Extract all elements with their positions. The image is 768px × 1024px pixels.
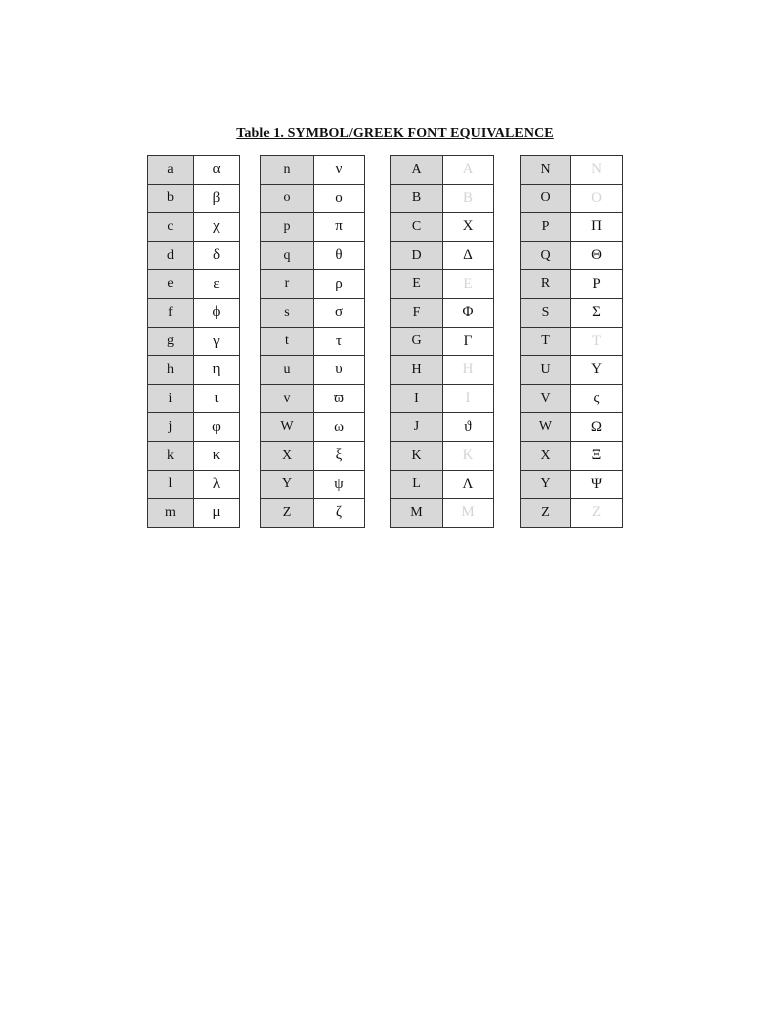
table-row (148, 241, 240, 270)
greek-symbol-cell: π (314, 213, 365, 242)
greek-symbol-cell: α (194, 156, 240, 185)
table-row (261, 441, 365, 470)
latin-letter-cell: S (521, 298, 571, 327)
greek-symbol-cell: ο (314, 184, 365, 213)
greek-symbol-cell: Ψ (571, 470, 623, 499)
equivalence-table-4 (520, 155, 623, 528)
greek-symbol-cell: δ (194, 241, 240, 270)
equivalence-table-3 (390, 155, 494, 528)
latin-letter-cell: B (391, 184, 443, 213)
latin-letter-cell: P (521, 213, 571, 242)
table-row (261, 184, 365, 213)
latin-letter-cell: m (148, 499, 194, 528)
latin-letter-cell: a (148, 156, 194, 185)
table-row (521, 441, 623, 470)
table-row (521, 384, 623, 413)
table-row (148, 327, 240, 356)
table-row (261, 384, 365, 413)
latin-letter-cell: C (391, 213, 443, 242)
table-row (521, 413, 623, 442)
latin-letter-cell: b (148, 184, 194, 213)
greek-symbol-cell: Υ (571, 356, 623, 385)
latin-letter-cell: Z (261, 499, 314, 528)
table-row (261, 499, 365, 528)
table-row (261, 298, 365, 327)
table-row (391, 499, 494, 528)
latin-letter-cell: X (521, 441, 571, 470)
greek-symbol-cell: O (571, 184, 623, 213)
latin-letter-cell: Y (261, 470, 314, 499)
latin-letter-cell: s (261, 298, 314, 327)
table-row (391, 327, 494, 356)
latin-letter-cell: E (391, 270, 443, 299)
greek-symbol-cell: ε (194, 270, 240, 299)
table-row (148, 213, 240, 242)
table-row (148, 298, 240, 327)
greek-symbol-cell: Ξ (571, 441, 623, 470)
greek-symbol-cell: φ (194, 413, 240, 442)
greek-symbol-cell: υ (314, 356, 365, 385)
greek-symbol-cell: A (443, 156, 494, 185)
latin-letter-cell: n (261, 156, 314, 185)
table-row (521, 356, 623, 385)
greek-symbol-cell: τ (314, 327, 365, 356)
latin-letter-cell: H (391, 356, 443, 385)
greek-symbol-cell: Θ (571, 241, 623, 270)
greek-symbol-cell: ζ (314, 499, 365, 528)
greek-symbol-cell: ϕ (194, 298, 240, 327)
latin-letter-cell: N (521, 156, 571, 185)
greek-symbol-cell: β (194, 184, 240, 213)
table-row (261, 327, 365, 356)
latin-letter-cell: h (148, 356, 194, 385)
table-row (521, 270, 623, 299)
latin-letter-cell: J (391, 413, 443, 442)
greek-symbol-cell: Ω (571, 413, 623, 442)
latin-letter-cell: I (391, 384, 443, 413)
table-row (148, 441, 240, 470)
latin-letter-cell: r (261, 270, 314, 299)
greek-symbol-cell: T (571, 327, 623, 356)
greek-symbol-cell: κ (194, 441, 240, 470)
greek-symbol-cell: μ (194, 499, 240, 528)
table-row (148, 413, 240, 442)
table-title: Table 1. SYMBOL/GREEK FONT EQUIVALENCE (236, 126, 554, 141)
table-row (391, 184, 494, 213)
table-row (391, 213, 494, 242)
greek-symbol-cell: Ρ (571, 270, 623, 299)
greek-symbol-cell: E (443, 270, 494, 299)
latin-letter-cell: d (148, 241, 194, 270)
greek-symbol-cell: Δ (443, 241, 494, 270)
greek-symbol-cell: B (443, 184, 494, 213)
latin-letter-cell: L (391, 470, 443, 499)
latin-letter-cell: X (261, 441, 314, 470)
latin-letter-cell: Z (521, 499, 571, 528)
latin-letter-cell: M (391, 499, 443, 528)
latin-letter-cell: v (261, 384, 314, 413)
greek-symbol-cell: ϖ (314, 384, 365, 413)
latin-letter-cell: u (261, 356, 314, 385)
table-row (521, 241, 623, 270)
table-row (391, 470, 494, 499)
greek-symbol-cell: ξ (314, 441, 365, 470)
latin-letter-cell: p (261, 213, 314, 242)
table-row (391, 384, 494, 413)
latin-letter-cell: F (391, 298, 443, 327)
greek-symbol-cell: η (194, 356, 240, 385)
table-row (391, 270, 494, 299)
table-row (391, 241, 494, 270)
table-row (261, 470, 365, 499)
table-row (148, 470, 240, 499)
table-row (521, 470, 623, 499)
equivalence-table-2 (260, 155, 365, 528)
latin-letter-cell: W (261, 413, 314, 442)
table-row (148, 270, 240, 299)
greek-symbol-cell: Λ (443, 470, 494, 499)
latin-letter-cell: R (521, 270, 571, 299)
table-row (521, 298, 623, 327)
latin-letter-cell: o (261, 184, 314, 213)
table-row (391, 356, 494, 385)
greek-symbol-cell: Χ (443, 213, 494, 242)
table-row (521, 156, 623, 185)
table-row (391, 156, 494, 185)
greek-symbol-cell: σ (314, 298, 365, 327)
table-row (261, 241, 365, 270)
latin-letter-cell: D (391, 241, 443, 270)
greek-symbol-cell: θ (314, 241, 365, 270)
latin-letter-cell: i (148, 384, 194, 413)
greek-symbol-cell: χ (194, 213, 240, 242)
table-row (261, 270, 365, 299)
greek-symbol-cell: Π (571, 213, 623, 242)
table-row (261, 356, 365, 385)
latin-letter-cell: V (521, 384, 571, 413)
latin-letter-cell: W (521, 413, 571, 442)
latin-letter-cell: T (521, 327, 571, 356)
latin-letter-cell: A (391, 156, 443, 185)
latin-letter-cell: j (148, 413, 194, 442)
table-row (521, 184, 623, 213)
table-row (521, 499, 623, 528)
greek-symbol-cell: λ (194, 470, 240, 499)
greek-symbol-cell: γ (194, 327, 240, 356)
table-row (391, 413, 494, 442)
latin-letter-cell: t (261, 327, 314, 356)
greek-symbol-cell: Γ (443, 327, 494, 356)
greek-symbol-cell: H (443, 356, 494, 385)
greek-symbol-cell: Z (571, 499, 623, 528)
table-row (148, 356, 240, 385)
greek-symbol-cell: N (571, 156, 623, 185)
greek-symbol-cell: ω (314, 413, 365, 442)
table-row (261, 213, 365, 242)
equivalence-table-1 (147, 155, 240, 528)
greek-symbol-cell: ψ (314, 470, 365, 499)
latin-letter-cell: f (148, 298, 194, 327)
latin-letter-cell: e (148, 270, 194, 299)
latin-letter-cell: U (521, 356, 571, 385)
table-row (148, 156, 240, 185)
greek-symbol-cell: ρ (314, 270, 365, 299)
table-row (261, 413, 365, 442)
greek-symbol-cell: ν (314, 156, 365, 185)
greek-symbol-cell: ι (194, 384, 240, 413)
latin-letter-cell: c (148, 213, 194, 242)
latin-letter-cell: l (148, 470, 194, 499)
latin-letter-cell: Y (521, 470, 571, 499)
table-row (521, 213, 623, 242)
greek-symbol-cell: I (443, 384, 494, 413)
greek-symbol-cell: ς (571, 384, 623, 413)
latin-letter-cell: q (261, 241, 314, 270)
table-row (261, 156, 365, 185)
latin-letter-cell: g (148, 327, 194, 356)
latin-letter-cell: k (148, 441, 194, 470)
greek-symbol-cell: K (443, 441, 494, 470)
table-row (148, 384, 240, 413)
table-row (391, 298, 494, 327)
table-row (521, 327, 623, 356)
latin-letter-cell: K (391, 441, 443, 470)
greek-symbol-cell: M (443, 499, 494, 528)
latin-letter-cell: O (521, 184, 571, 213)
greek-symbol-cell: Φ (443, 298, 494, 327)
greek-symbol-cell: ϑ (443, 413, 494, 442)
latin-letter-cell: Q (521, 241, 571, 270)
table-row (391, 441, 494, 470)
greek-symbol-cell: Σ (571, 298, 623, 327)
table-row (148, 499, 240, 528)
latin-letter-cell: G (391, 327, 443, 356)
table-row (148, 184, 240, 213)
